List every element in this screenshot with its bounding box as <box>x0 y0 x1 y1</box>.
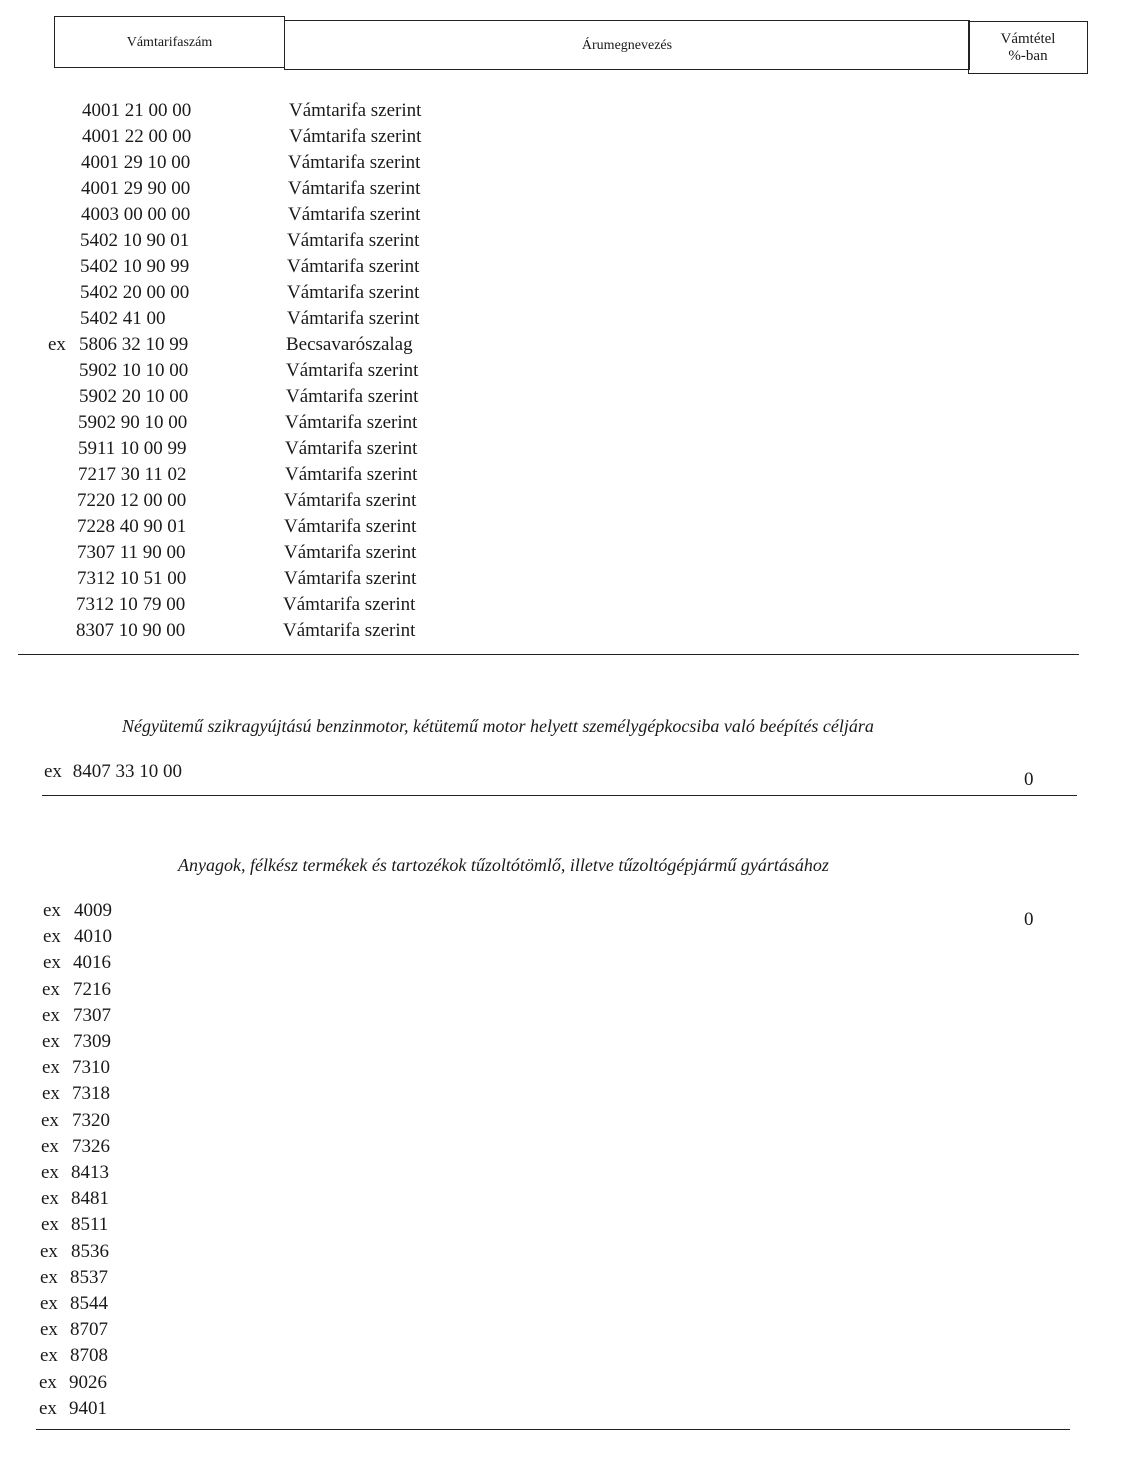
tariff-code: 7228 40 90 01 <box>77 516 187 537</box>
tariff-code: 8708 <box>70 1345 108 1367</box>
tariff-code: 4003 00 00 00 <box>81 204 191 225</box>
goods-description: Vámtarifa szerint <box>287 308 420 329</box>
tariff-code: 7312 10 51 00 <box>77 568 187 589</box>
goods-description: Vámtarifa szerint <box>286 386 419 407</box>
tariff-code: 5402 10 90 99 <box>80 256 190 277</box>
section3-rate: 0 <box>1024 909 1034 930</box>
row-prefix: ex <box>40 1319 58 1341</box>
row-prefix: ex <box>41 1214 59 1236</box>
tariff-code: 4001 29 90 00 <box>81 178 191 199</box>
tariff-code: 9026 <box>69 1371 107 1393</box>
tariff-code: 7312 10 79 00 <box>76 594 186 615</box>
tariff-code: 8707 <box>70 1319 108 1341</box>
goods-description: Vámtarifa szerint <box>289 126 422 147</box>
tariff-code: 5902 20 10 00 <box>79 386 189 407</box>
header-tariff-number <box>54 16 285 68</box>
tariff-code: 7318 <box>72 1083 110 1105</box>
tariff-code: 8307 10 90 00 <box>76 620 186 641</box>
tariff-code: 8544 <box>70 1293 108 1314</box>
tariff-code: 4001 29 10 00 <box>81 152 191 173</box>
row-prefix: ex <box>43 926 61 948</box>
goods-description: Vámtarifa szerint <box>285 464 418 485</box>
goods-description: Vámtarifa szerint <box>287 256 420 277</box>
tariff-code: 5402 20 00 00 <box>80 282 190 303</box>
tariff-code: 7216 <box>73 978 111 1000</box>
row-prefix: ex <box>40 1345 58 1367</box>
section2-code: 8407 33 10 00 <box>72 761 182 782</box>
goods-description: Vámtarifa szerint <box>288 178 421 199</box>
tariff-code: 5902 10 10 00 <box>79 360 189 381</box>
header-duty-rate-line2: %-ban <box>1008 47 1048 64</box>
tariff-code: 7307 11 90 00 <box>77 542 186 563</box>
tariff-code: 4001 22 00 00 <box>82 126 192 147</box>
goods-description: Vámtarifa szerint <box>286 360 419 381</box>
header-goods-description-label: Árumegnevezés <box>581 37 673 53</box>
section2-prefix: ex <box>44 761 62 782</box>
section2-row <box>44 760 182 784</box>
tariff-code: 7310 <box>72 1057 110 1079</box>
row-prefix: ex <box>42 1083 60 1105</box>
row-prefix: ex <box>43 952 61 974</box>
section2-bottom-rule <box>42 795 1077 796</box>
tariff-code: 5402 41 00 <box>80 308 166 329</box>
goods-description: Vámtarifa szerint <box>284 490 417 511</box>
header-goods-description <box>284 20 970 70</box>
tariff-code: 9401 <box>69 1397 107 1419</box>
row-prefix: ex <box>42 1031 60 1052</box>
section1-bottom-rule <box>18 654 1079 655</box>
goods-description: Vámtarifa szerint <box>285 412 418 433</box>
tariff-code: 7326 <box>72 1135 110 1157</box>
goods-description: Becsavarószalag <box>286 334 413 355</box>
row-prefix: ex <box>41 1162 59 1183</box>
row-prefix: ex <box>40 1266 58 1288</box>
row-prefix: ex <box>42 978 60 1000</box>
goods-description: Vámtarifa szerint <box>288 204 421 225</box>
section2-rate: 0 <box>1024 769 1034 790</box>
header-duty-rate <box>968 21 1088 74</box>
header-tariff-number-label: Vámtarifaszám <box>126 34 213 50</box>
row-prefix: ex <box>42 1004 60 1026</box>
goods-description: Vámtarifa szerint <box>285 438 418 459</box>
row-prefix: ex <box>39 1371 57 1393</box>
section3-title: Anyagok, félkész termékek és tartozékok tűzoltótömlő, illetve tűzoltógépjármű gyártásához <box>178 855 829 875</box>
row-prefix: ex <box>48 334 66 355</box>
goods-description: Vámtarifa szerint <box>287 230 420 251</box>
tariff-code: 4016 <box>73 952 111 974</box>
tariff-code: 5806 32 10 99 <box>79 334 189 355</box>
goods-description: Vámtarifa szerint <box>289 100 422 121</box>
goods-description: Vámtarifa szerint <box>288 152 421 173</box>
goods-description: Vámtarifa szerint <box>283 620 416 641</box>
row-prefix: ex <box>43 900 61 921</box>
row-prefix: ex <box>42 1057 60 1079</box>
goods-description: Vámtarifa szerint <box>283 594 416 615</box>
tariff-code: 8511 <box>71 1214 109 1236</box>
tariff-code: 8537 <box>70 1266 108 1288</box>
row-prefix: ex <box>39 1397 57 1419</box>
tariff-code: 5402 10 90 01 <box>80 230 190 251</box>
tariff-code: 4009 <box>74 900 112 921</box>
section2-title: Négyütemű szikragyújtású benzinmotor, kétütemű motor helyett személygépkocsiba való beépítés céljára <box>122 716 874 736</box>
row-prefix: ex <box>41 1135 59 1157</box>
tariff-code: 4010 <box>74 926 112 948</box>
tariff-code: 7217 30 11 02 <box>78 464 187 485</box>
row-prefix: ex <box>41 1188 59 1210</box>
goods-description: Vámtarifa szerint <box>287 282 420 303</box>
tariff-code: 8413 <box>71 1162 109 1183</box>
tariff-code: 7307 <box>73 1004 111 1026</box>
section3-bottom-rule <box>36 1429 1070 1430</box>
tariff-code: 5911 10 00 99 <box>78 438 187 459</box>
tariff-code: 8481 <box>71 1188 109 1210</box>
tariff-code: 7309 <box>73 1031 111 1052</box>
row-prefix: ex <box>40 1240 58 1262</box>
goods-description: Vámtarifa szerint <box>284 516 417 537</box>
tariff-code: 4001 21 00 00 <box>82 100 192 121</box>
goods-description: Vámtarifa szerint <box>284 568 417 589</box>
tariff-code: 7220 12 00 00 <box>77 490 187 511</box>
goods-description: Vámtarifa szerint <box>284 542 417 563</box>
header-duty-rate-line1: Vámtétel <box>1000 30 1056 47</box>
tariff-code: 7320 <box>72 1109 110 1131</box>
tariff-code: 5902 90 10 00 <box>78 412 188 433</box>
row-prefix: ex <box>41 1109 59 1131</box>
tariff-code: 8536 <box>71 1240 109 1262</box>
row-prefix: ex <box>40 1293 58 1314</box>
